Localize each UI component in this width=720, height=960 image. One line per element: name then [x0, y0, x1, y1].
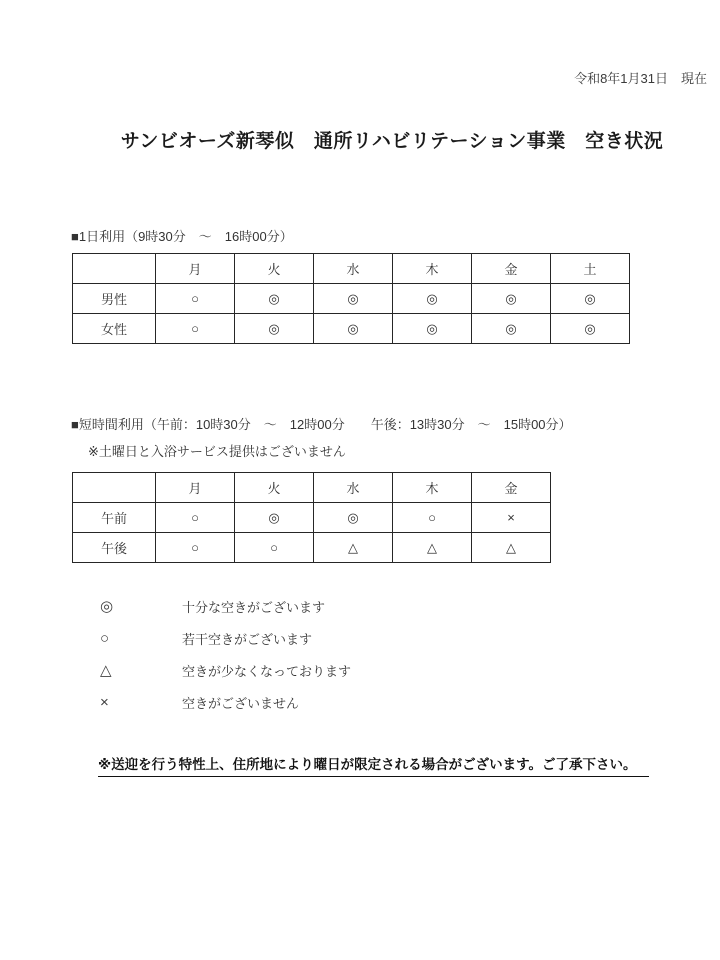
row-label: 午前 [73, 503, 156, 533]
availability-cell: ◎ [551, 314, 630, 344]
page-title: サンビオーズ新琴似 通所リハビリテーション事業 空き状況 [120, 131, 664, 152]
availability-cell: △ [314, 533, 393, 563]
table-row-morning [73, 503, 551, 533]
availability-cell: ◎ [472, 284, 551, 314]
availability-cell: ◎ [235, 284, 314, 314]
availability-cell: ○ [156, 503, 235, 533]
legend-item [100, 686, 351, 718]
day-header-cell: 水 [314, 254, 393, 284]
full-day-availability-table [72, 253, 630, 344]
availability-cell: ◎ [314, 503, 393, 533]
table-header-row [73, 254, 630, 284]
availability-legend [100, 590, 351, 718]
table-row-female [73, 314, 630, 344]
legend-text: 十分な空きがございます [182, 599, 326, 615]
saturday-bath-note: ※土曜日と入浴サービス提供はございません [88, 444, 346, 459]
legend-text: 空きが少なくなっております [182, 663, 352, 679]
row-label: 女性 [73, 314, 156, 344]
transport-footer-note: ※送迎を行う特性上、住所地により曜日が限定される場合がございます。ご了承下さい。 [98, 753, 649, 777]
availability-cell: ◎ [314, 314, 393, 344]
availability-cell: ○ [393, 503, 472, 533]
legend-text: 空きがございません [182, 695, 300, 711]
legend-item [100, 622, 351, 654]
day-header-cell: 火 [235, 473, 314, 503]
legend-text: 若干空きがございます [182, 631, 313, 647]
triangle-symbol: △ [100, 662, 112, 679]
day-header-cell: 火 [235, 254, 314, 284]
legend-item [100, 590, 351, 622]
table-header-row [73, 473, 551, 503]
table-row-afternoon [73, 533, 551, 563]
day-header-cell: 木 [393, 254, 472, 284]
short-time-section-heading: ■短時間利用（午前：10時30分 ～ 12時00分 午後：13時30分 ～ 15時00分） [71, 417, 572, 432]
availability-cell: ◎ [235, 314, 314, 344]
availability-cell: ○ [156, 533, 235, 563]
row-label: 男性 [73, 284, 156, 314]
availability-cell: ○ [235, 533, 314, 563]
corner-cell [73, 254, 156, 284]
date-line: 令和8年1月31日 現在 [574, 71, 707, 86]
availability-cell: ◎ [551, 284, 630, 314]
day-header-cell: 金 [472, 254, 551, 284]
day-header-cell: 月 [156, 473, 235, 503]
availability-cell: ◎ [393, 314, 472, 344]
full-day-section-heading: ■1日利用（9時30分 ～ 16時00分） [71, 229, 293, 244]
day-header-cell: 木 [393, 473, 472, 503]
availability-cell: × [472, 503, 551, 533]
availability-cell: ◎ [235, 503, 314, 533]
day-header-cell: 水 [314, 473, 393, 503]
circle-symbol: ○ [100, 629, 110, 647]
day-header-cell: 月 [156, 254, 235, 284]
double-circle-symbol: ◎ [100, 598, 114, 615]
corner-cell [73, 473, 156, 503]
short-time-availability-table [72, 472, 551, 563]
table-row-male [73, 284, 630, 314]
availability-cell: ◎ [393, 284, 472, 314]
availability-cell: △ [393, 533, 472, 563]
availability-cell: ○ [156, 284, 235, 314]
availability-cell: ○ [156, 314, 235, 344]
legend-item [100, 654, 351, 686]
availability-cell: △ [472, 533, 551, 563]
row-label: 午後 [73, 533, 156, 563]
availability-cell: ◎ [472, 314, 551, 344]
day-header-cell: 金 [472, 473, 551, 503]
day-header-cell: 土 [551, 254, 630, 284]
cross-symbol: × [100, 693, 109, 711]
availability-cell: ◎ [314, 284, 393, 314]
